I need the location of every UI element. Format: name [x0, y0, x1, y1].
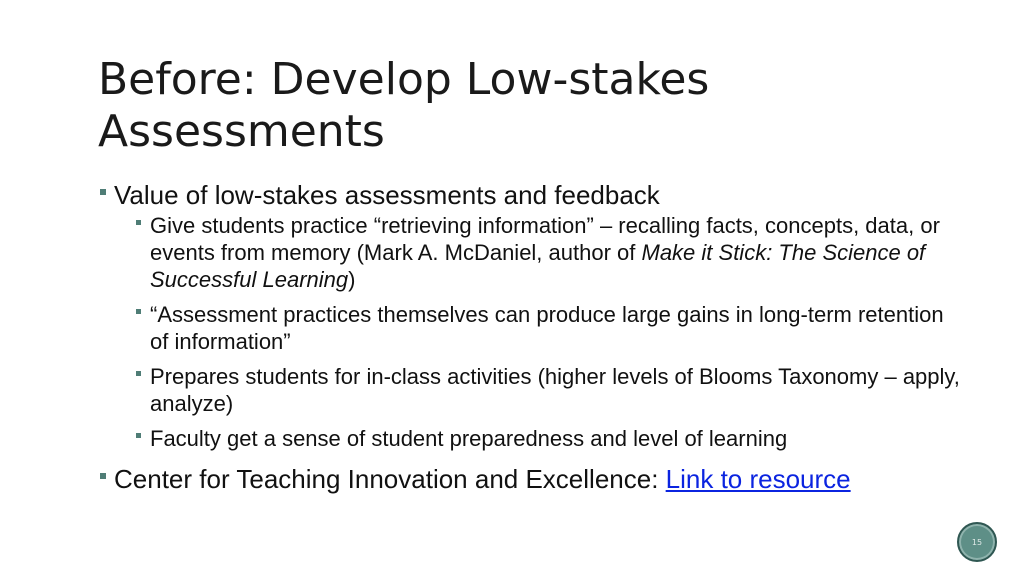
- sub-bullet-retrieval-practice: [136, 212, 960, 293]
- sub-bullet-text: Faculty get a sense of student preparedness and level of learning: [150, 426, 788, 451]
- slide-number: 15: [971, 537, 983, 547]
- sub-bullet-assessment-practices: [136, 301, 960, 355]
- sub-bullet-text: Give students practice “retrieving information” – recalling facts, concepts, data, or events from memory (Mark A. McDaniel, author of: [150, 213, 940, 265]
- sub-bullet-text: Prepares students for in-class activities (higher levels of Blooms Taxonomy – apply, analyze): [150, 364, 960, 416]
- bullet-value-of-assessments: [100, 180, 960, 452]
- slide-number-badge: [957, 522, 997, 562]
- book-title: Make it Stick: The Science of Successful Learning: [150, 240, 926, 292]
- slide-title: Before: Develop Low-stakes Assessments: [98, 54, 710, 157]
- sub-bullet-prepares-students: [136, 363, 960, 417]
- slide-content: [100, 180, 960, 500]
- sub-bullet-text: “Assessment practices themselves can produce large gains in long-term retention of information”: [150, 302, 944, 354]
- bullet-text: Center for Teaching Innovation and Excellence:: [114, 464, 666, 494]
- sub-bullet-faculty-sense: [136, 425, 960, 452]
- sub-bullet-list: [136, 212, 960, 452]
- bullet-text: Value of low-stakes assessments and feedback: [114, 180, 660, 210]
- resource-link[interactable]: Link to resource: [665, 464, 851, 494]
- bullet-center-teaching: [100, 464, 960, 494]
- sub-bullet-text-end: ): [348, 267, 356, 292]
